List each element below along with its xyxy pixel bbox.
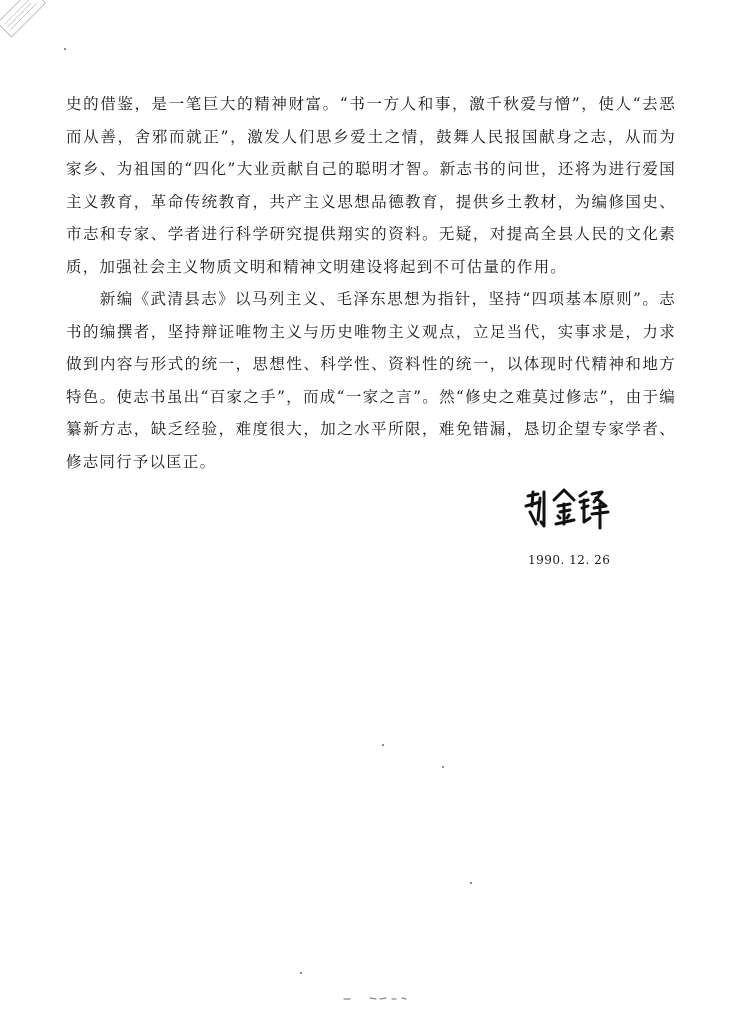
preface-text [66, 88, 676, 478]
paragraph-2: 新编《武清县志》以马列主义、毛泽东思想为指针，坚持“四项基本原则”。志书的编撰者，坚持辩证唯物主义与历史唯物主义观点，立足当代，实事求是，力求做到内容与形式的统一，思想性、科学性、资料性的统一，以体现时代精神和地方特色。使志书虽出“百家之手”，而成“一家之言”。然“修史之难莫过修志”，由于编纂新方志，缺乏经验，难度很大，加之水平所限，难免错漏，恳切企望专家学者、修志同行予以匡正。 [66, 290, 676, 471]
scan-speck [382, 744, 384, 746]
scan-speck [300, 972, 302, 974]
signature-date: 1990. 12. 26 [528, 553, 611, 567]
corner-watermark-stamp [0, 0, 53, 44]
handwritten-signature [522, 484, 612, 536]
scan-speck [442, 766, 444, 768]
paragraph-1: 史的借鉴，是一笔巨大的精神财富。“书一方人和事，激千秋爱与憎”，使人“去恶而从善，舍邪而就正”，激发人们思乡爱土之情，鼓舞人民报国献身之志，从而为家乡、为祖国的“四化”大业贡献自己的聪明才智。新志书的问世，还将为进行爱国主义教育，革命传统教育，共产主义思想品德教育，提供乡土教材，为编修国史、市志和专家、学者进行科学研究提供翔实的资料。无疑，对提高全县人民的文化素质，加强社会主义物质文明和精神文明建设将起到不可估量的作用。 [66, 95, 676, 276]
bottom-scan-marks [340, 996, 430, 1002]
scan-speck [470, 882, 472, 884]
scan-speck [64, 48, 66, 50]
